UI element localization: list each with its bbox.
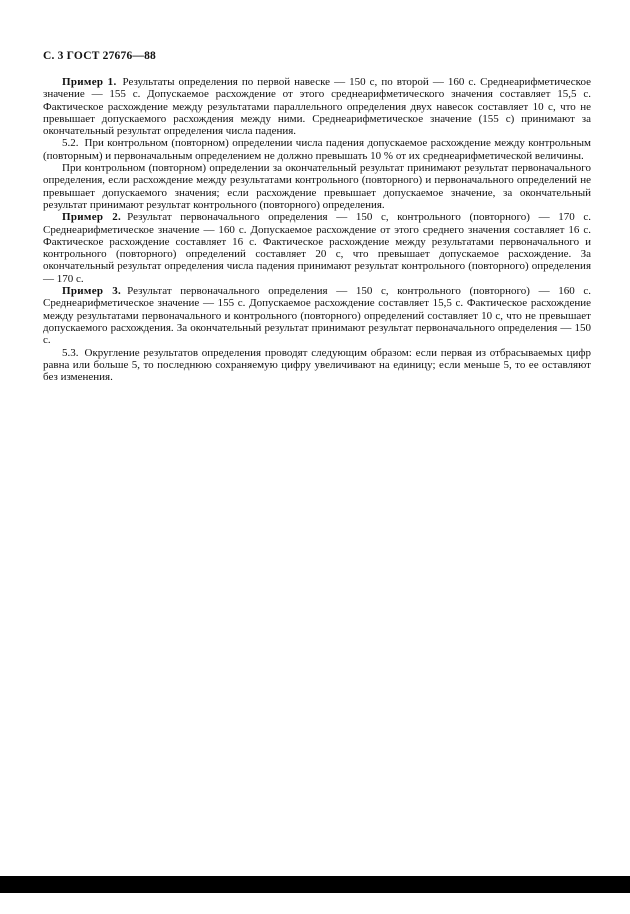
clause-5-3-label: 5.3. (62, 346, 79, 359)
page-content (43, 50, 591, 383)
example-1-text: Результаты определения по первой навеске — 150 с, по второй — 160 с. Среднеарифметическое значение — 155 с. Допускаемое расхождение от этого среднеарифметического значения составляет 15,5 с. Фактическое расхождение между результатами параллельного определения двух навесок составляет 10 с, что не превышает допускаемого расхождения между ними. Среднеарифметическое значение (155 с) принимают за окончательный результат определения числа падения. (43, 76, 591, 138)
paragraph-control-determination (43, 162, 591, 211)
scan-edge-bar (0, 876, 630, 893)
paragraph-example-1 (43, 76, 591, 137)
paragraph-5-2 (43, 137, 591, 162)
paragraph-example-3 (43, 285, 591, 346)
control-determination-text: При контрольном (повторном) определении за окончательный результат принимают результат первоначального определения, если расхождение между результатами контрольного (повторного) и первоначального определений не превышает допускаемого значения; если расхождение превышает допускаемое значение, за окончательный результат принимают результат контрольного (повторного) определения. (43, 162, 591, 211)
paragraph-example-2 (43, 211, 591, 285)
clause-5-2-text: При контрольном (повторном) определении числа падения допускаемое расхождение между контрольным (повторным) и первоначальным определением не должно превышать 10 % от их среднеарифметической величины. (43, 137, 591, 162)
example-2-text: Результат первоначального определения — 150 с, контрольного (повторного) — 170 с. Среднеарифметическое значение — 160 с. Допускаемое расхождение от этого среднего значения составляет 16 с. Фактическое расхождение составляет 16 с. Фактическое расхождение между результатами первоначального и контрольного (повторного) определений составляет 20 с, что превышает допускаемое расхождение. За окончательный результат определения числа падения принимают результат контрольного (повторного) определения — 170 с. (43, 211, 591, 285)
clause-5-2-label: 5.2. (62, 137, 79, 150)
example-2-label: Пример 2. (62, 211, 122, 224)
example-1-label: Пример 1. (62, 76, 117, 88)
paragraph-5-3 (43, 347, 591, 384)
example-3-text: Результат первоначального определения — 150 с, контрольного (повторного) — 160 с. Среднеарифметическое значение — 155 с. Допускаемое расхождение составляет 15,5 с. Фактическое расхождение между результатами первоначального и контрольного (повторного) определений составляет 10 с, что не превышает допускаемого расхождения. За окончательный результат принимают результат первоначального определения — 150 с. (43, 285, 591, 347)
page-header: С. 3 ГОСТ 27676—88 (43, 50, 156, 62)
example-3-label: Пример 3. (62, 285, 122, 298)
clause-5-3-text: Округление результатов определения проводят следующим образом: если первая из отбрасываемых цифр равна или больше 5, то последнюю сохраняемую цифру увеличивают на единицу; если меньше 5, то ее оставляют без изменения. (43, 346, 591, 384)
